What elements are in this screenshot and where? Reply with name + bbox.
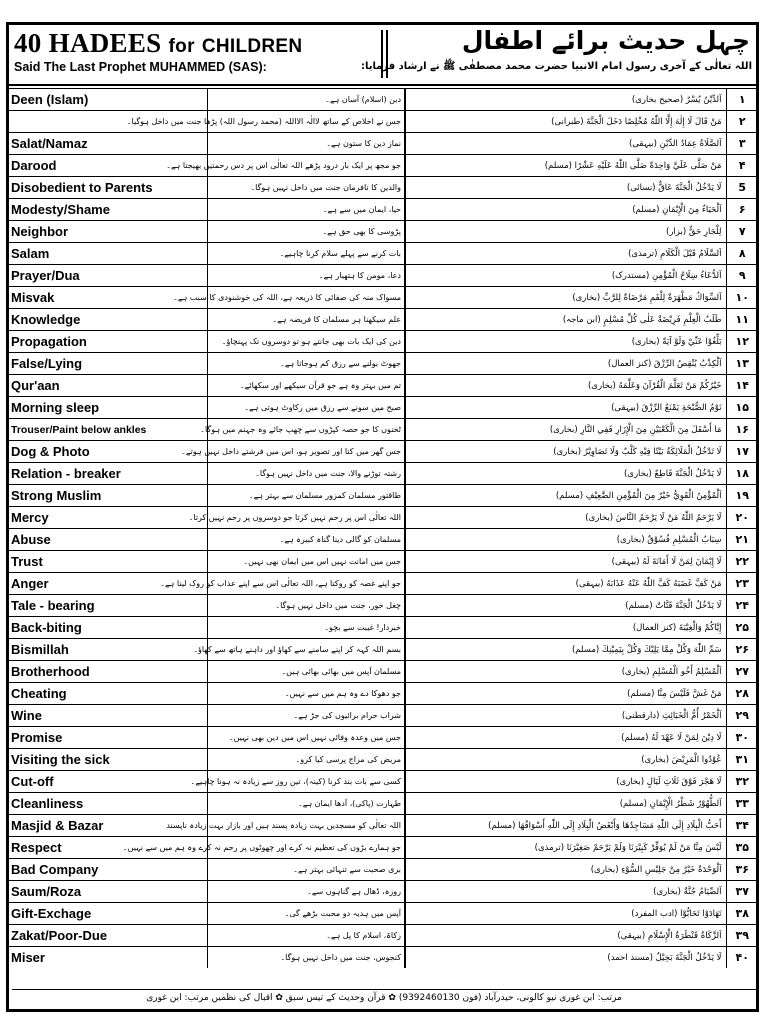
hadith-row <box>7 947 758 969</box>
hadith-row <box>7 793 758 815</box>
translation-urdu: جس میں امانت نہیں اس میں ایمان بھی نہیں۔ <box>207 551 405 573</box>
title-main: 40 HADEES <box>14 28 162 58</box>
hadith-arabic: لَا هَجْرَ فَوْقَ ثَلَاثِ لَيَالٍ (بخاری) <box>405 771 726 793</box>
topic-english: Brotherhood <box>7 661 207 683</box>
hadith-arabic: اَلصِّيَامُ جُنَّةٌ (بخاری) <box>405 881 726 903</box>
translation-urdu: والدین کا نافرمان جنت میں داخل نہیں ہوگا۔ <box>207 177 405 199</box>
hadith-row <box>7 551 758 573</box>
hadith-row <box>7 925 758 947</box>
hadith-row <box>7 419 758 441</box>
hadith-number: ۲۶ <box>726 639 758 661</box>
topic-english: Respect <box>7 837 207 859</box>
hadith-arabic: بَلِّغُوْا عَنِّيْ وَلَوْ آيَةً (بخاری) <box>405 331 726 353</box>
hadith-arabic: عُوْدُوا الْمَرِيْضَ (بخاری) <box>405 749 726 771</box>
topic-english: Modesty/Shame <box>7 199 207 221</box>
topic-english: Neighbor <box>7 221 207 243</box>
hadith-row <box>7 243 758 265</box>
hadith-row <box>7 727 758 749</box>
hadith-row <box>7 529 758 551</box>
hadith-row <box>7 309 758 331</box>
hadith-arabic: لَا يَرْحَمُ اللّٰهُ مَنْ لَا يَرْحَمُ النَّاسَ (بخاری) <box>405 507 726 529</box>
translation-urdu: جھوٹ بولنے سے رزق کم ہوجاتا ہے۔ <box>207 353 405 375</box>
hadith-number: ۳۵ <box>726 837 758 859</box>
translation-urdu: بسم اللہ کہہ کر اپنے سامنے سے کھاؤ اور داہنے ہاتھ سے کھاؤ۔ <box>207 639 405 661</box>
hadith-number: ۱۵ <box>726 397 758 419</box>
translation-urdu: مسلمان کو گالی دینا گناہ کبیرہ ہے۔ <box>207 529 405 551</box>
hadith-row <box>7 177 758 199</box>
hadith-number: ۱ <box>726 89 758 111</box>
translation-urdu: جس گھر میں کتا اور تصویر ہو، اس میں فرشتے داخل نہیں ہوتے۔ <box>207 441 405 463</box>
hadith-row <box>7 353 758 375</box>
hadith-arabic: لَا دِيْنَ لِمَنْ لَا عَهْدَ لَهُ (مسلم) <box>405 727 726 749</box>
hadith-row <box>7 617 758 639</box>
topic-english: Bad Company <box>7 859 207 881</box>
hadith-row <box>7 683 758 705</box>
hadith-arabic: اَلدُّعَاءُ سِلَاحُ الْمُؤْمِنِ (مستدرک) <box>405 265 726 287</box>
topic-english: Qur'aan <box>7 375 207 397</box>
translation-urdu: پڑوسی کا بھی حق ہے۔ <box>207 221 405 243</box>
hadith-arabic: لَا يَدْخُلُ الْجَنَّةَ بَخِيْلٌ (مسند احمد) <box>405 947 726 969</box>
hadith-row <box>7 397 758 419</box>
hadith-arabic: اَلصَّلَاةُ عِمَادُ الدِّيْنِ (بیہقی) <box>405 133 726 155</box>
translation-urdu: نماز دین کا ستون ہے۔ <box>207 133 405 155</box>
hadith-arabic: اَلْوَحْدَةُ خَيْرٌ مِنْ جَلِيْسِ السُّوْءِ (بخاری) <box>405 859 726 881</box>
hadith-number: ۱۲ <box>726 331 758 353</box>
hadith-arabic: لِلْجَارِ حَقٌّ (بزار) <box>405 221 726 243</box>
hadith-arabic: لَا يَدْخُلُ الْجَنَّةَ عَاقٌّ (نسائی) <box>405 177 726 199</box>
hadith-number: ۱۴ <box>726 375 758 397</box>
urdu-title: چہل حدیث برائے اطفال <box>461 26 750 55</box>
translation-urdu: مسلمان آپس میں بھائی بھائی ہیں۔ <box>207 661 405 683</box>
page-title <box>14 28 302 59</box>
topic-english: Darood <box>7 155 207 177</box>
hadith-row <box>7 749 758 771</box>
hadith-number: ۳۱ <box>726 749 758 771</box>
translation-urdu: اللہ تعالٰی اس پر رحم نہیں کرتا جو دوسروں پر رحم نہیں کرتا۔ <box>207 507 405 529</box>
topic-english: Cheating <box>7 683 207 705</box>
translation-urdu: رشتہ توڑنے والا، جنت میں داخل نہیں ہوگا۔ <box>207 463 405 485</box>
hadith-row <box>7 705 758 727</box>
hadith-arabic: اَلْخَمْرُ أُمُّ الْخَبَائِثِ (دارقطنی) <box>405 705 726 727</box>
hadith-arabic: اَلْمُؤْمِنُ الْقَوِيُّ خَيْرٌ مِنَ الْمُؤْمِنِ الضَّعِيْفِ (مسلم) <box>405 485 726 507</box>
translation-urdu: مریض کی مزاج پرسی کیا کرو۔ <box>207 749 405 771</box>
hadith-row <box>7 133 758 155</box>
title-children: CHILDREN <box>201 36 303 57</box>
hadith-number: ۳۰ <box>726 727 758 749</box>
hadith-arabic: لَا يَدْخُلُ الْجَنَّةَ قَاطِعٌ (بخاری) <box>405 463 726 485</box>
translation-urdu: صبح میں سونے سے رزق میں رکاوٹ ہوتی ہے۔ <box>207 397 405 419</box>
hadith-arabic: اَلْمُسْلِمُ أَخُو الْمُسْلِمِ (بخاری) <box>405 661 726 683</box>
topic-english: Deen (Islam) <box>7 89 207 111</box>
hadith-row <box>7 287 758 309</box>
hadith-arabic: طَلَبُ الْعِلْمِ فَرِيْضَةٌ عَلٰى كُلِّ مُسْلِمٍ (ابن ماجہ) <box>405 309 726 331</box>
topic-english: Saum/Roza <box>7 881 207 903</box>
translation-urdu: حیا، ایمان میں سے ہے۔ <box>207 199 405 221</box>
topic-english: Knowledge <box>7 309 207 331</box>
hadith-number: ۲۳ <box>726 573 758 595</box>
hadith-number: ۲ <box>726 111 758 133</box>
translation-urdu: جو دھوکا دے وہ ہم میں سے نہیں۔ <box>207 683 405 705</box>
hadith-row <box>7 221 758 243</box>
translation-urdu: کنجوس، جنت میں داخل نہیں ہوگا۔ <box>207 947 405 969</box>
hadith-arabic: اَلزَّكَاةُ قَنْطَرَةُ الْإِسْلَامِ (بیہقی) <box>405 925 726 947</box>
hadith-arabic: اَلْحَيَاءُ مِنَ الْإِيْمَانِ (مسلم) <box>405 199 726 221</box>
hadith-number: ۱۳ <box>726 353 758 375</box>
hadith-number: ۶ <box>726 199 758 221</box>
topic-english: Trust <box>7 551 207 573</box>
topic-english: Salam <box>7 243 207 265</box>
translation-urdu: آپس میں ہدیہ دو محبت بڑھے گی۔ <box>207 903 405 925</box>
hadith-arabic: اَلسِّوَاكُ مَطْهَرَةٌ لِلْفَمِ مَرْضَاةٌ لِلرَّبِّ (بخاری) <box>405 287 726 309</box>
hadith-row <box>7 89 758 111</box>
topic-english: Masjid & Bazar <box>7 815 207 837</box>
hadith-number: ۷ <box>726 221 758 243</box>
topic-english: Wine <box>7 705 207 727</box>
topic-english: Visiting the sick <box>7 749 207 771</box>
hadith-arabic: لَا يَدْخُلُ الْجَنَّةَ قَتَّاتٌ (مسلم) <box>405 595 726 617</box>
hadith-arabic: خَيْرُكُمْ مَنْ تَعَلَّمَ الْقُرْآنَ وَعَلَّمَهُ (بخاری) <box>405 375 726 397</box>
hadith-row <box>7 507 758 529</box>
hadith-number: ۳۷ <box>726 881 758 903</box>
hadith-row <box>7 859 758 881</box>
hadith-arabic: إِيَّاكُمْ وَالْغِيْبَةَ (کنز العمال) <box>405 617 726 639</box>
topic-english: Strong Muslim <box>7 485 207 507</box>
hadith-number: ۲۱ <box>726 529 758 551</box>
topic-english: Gift-Exchage <box>7 903 207 925</box>
hadith-arabic: سِبَابُ الْمُسْلِمِ فُسُوْقٌ (بخاری) <box>405 529 726 551</box>
hadith-row <box>7 485 758 507</box>
header-rule <box>6 84 759 86</box>
hadith-number: ۹ <box>726 265 758 287</box>
hadith-number: ۳۳ <box>726 793 758 815</box>
hadith-number: ۲۸ <box>726 683 758 705</box>
hadith-number: ۳۸ <box>726 903 758 925</box>
hadith-arabic: مَنْ قَالَ لَا إِلٰهَ إِلَّا اللّٰهُ مُخْلِصًا دَخَلَ الْجَنَّةَ (طبرانی) <box>405 111 726 133</box>
hadith-row <box>7 265 758 287</box>
topic-english: Cleanliness <box>7 793 207 815</box>
hadith-row <box>7 837 758 859</box>
hadith-number: ۳۲ <box>726 771 758 793</box>
hadith-arabic: لَا إِيْمَانَ لِمَنْ لَا أَمَانَةَ لَهُ (بیہقی) <box>405 551 726 573</box>
hadith-row <box>7 903 758 925</box>
title-for: for <box>168 36 195 57</box>
translation-urdu: شراب حرام برائیوں کی جڑ ہے۔ <box>207 705 405 727</box>
hadith-row <box>7 199 758 221</box>
hadith-number: ۳ <box>726 133 758 155</box>
topic-english: Misvak <box>7 287 207 309</box>
topic-english: Relation - breaker <box>7 463 207 485</box>
topic-english: Trouser/Paint below ankles <box>7 419 207 441</box>
topic-english: Mercy <box>7 507 207 529</box>
hadith-number: ۱۶ <box>726 419 758 441</box>
translation-urdu: چغل خور، جنت میں داخل نہیں ہوگا۔ <box>207 595 405 617</box>
translation-urdu: جس نے اخلاص کے ساتھ لاالٰہ الااللہ (محمد رسول اللہ) پڑھا جنت میں داخل ہوگیا۔ <box>207 111 405 133</box>
translation-urdu: بات کرنے سے پہلے سلام کرنا چاہیے۔ <box>207 243 405 265</box>
translation-urdu: جو مجھ پر ایک بار درود پڑھے اللہ تعالٰی اس پر دس رحمتیں بھیجتا ہے۔ <box>207 155 405 177</box>
translation-urdu: علم سیکھنا ہر مسلمان کا فریضہ ہے۔ <box>207 309 405 331</box>
hadith-arabic: اَلْكِذْبُ يُنْقِصُ الرِّزْقَ (کنز العمال) <box>405 353 726 375</box>
topic-english: Morning sleep <box>7 397 207 419</box>
topic-english: Disobedient to Parents <box>7 177 207 199</box>
hadith-arabic: مَنْ صَلَّى عَلَيَّ وَاحِدَةً صَلَّى اللّٰهُ عَلَيْهِ عَشْرًا (مسلم) <box>405 155 726 177</box>
hadith-number: ۲۷ <box>726 661 758 683</box>
topic-english: Zakat/Poor-Due <box>7 925 207 947</box>
hadith-arabic: تَهَادَوْا تَحَابُّوْا (ادب المفرد) <box>405 903 726 925</box>
translation-urdu: مسواک منہ کی صفائی کا ذریعہ ہے، اللہ کی خوشنودی کا سبب ہے۔ <box>207 287 405 309</box>
hadith-row <box>7 375 758 397</box>
translation-urdu: روزہ، ڈھال ہے گناہوں سے۔ <box>207 881 405 903</box>
hadith-number: ۱۱ <box>726 309 758 331</box>
hadith-number: ۲۰ <box>726 507 758 529</box>
hadith-number: ۳۹ <box>726 925 758 947</box>
hadith-row <box>7 441 758 463</box>
translation-urdu: جو اپنے غصہ کو روکتا ہے، اللہ تعالٰی اس سے اپنے عذاب کو روک لیتا ہے۔ <box>207 573 405 595</box>
translation-urdu: دعا، مومن کا ہتھیار ہے۔ <box>207 265 405 287</box>
hadith-number: ۱۸ <box>726 463 758 485</box>
topic-english: Tale - bearing <box>7 595 207 617</box>
translation-urdu: طاقتور مسلمان کمزور مسلمان سے بہتر ہے۔ <box>207 485 405 507</box>
topic-english: Abuse <box>7 529 207 551</box>
footer-credits: مرتب: ابن غوری نیو کالونی، حیدرآباد (فون 9392460130) ✿ قرآن وحدیث کے تیس سبق ✿ اقبال کی نظمیں مرتب: ابن غوری <box>12 989 756 1009</box>
topic-english: Back-biting <box>7 617 207 639</box>
topic-english: Propagation <box>7 331 207 353</box>
hadith-table <box>7 88 758 968</box>
hadith-arabic: أَحَبُّ الْبِلَادِ إِلَى اللّٰهِ مَسَاجِدُهَا وَأَبْغَضُ الْبِلَادِ إِلَى اللّٰهِ أَسْوَاقُهَا (مسلم) <box>405 815 726 837</box>
hadith-number: ۲۴ <box>726 595 758 617</box>
translation-urdu: دین (اسلام) آسان ہے۔ <box>207 89 405 111</box>
topic-english: False/Lying <box>7 353 207 375</box>
hadith-number: ۲۵ <box>726 617 758 639</box>
hadith-row <box>7 155 758 177</box>
hadith-number: ۳۴ <box>726 815 758 837</box>
translation-urdu: جو ہمارے بڑوں کی تعظیم نہ کرے اور چھوٹوں پر رحم نہ کرے وہ ہم میں سے نہیں۔ <box>207 837 405 859</box>
topic-english: Salat/Namaz <box>7 133 207 155</box>
translation-urdu: بری صحبت سے تنہائی بہتر ہے۔ <box>207 859 405 881</box>
hadith-arabic: لَا تَدْخُلُ الْمَلَائِكَةُ بَيْتًا فِيْهِ كَلْبٌ وَلَا تَصَاوِيْرُ (بخاری) <box>405 441 726 463</box>
hadith-row <box>7 771 758 793</box>
translation-urdu: زکاۃ، اسلام کا پل ہے۔ <box>207 925 405 947</box>
hadith-row <box>7 595 758 617</box>
hadith-number: ۳۶ <box>726 859 758 881</box>
translation-urdu: تم میں بہتر وہ ہے جو قرآن سیکھے اور سکھائے۔ <box>207 375 405 397</box>
page-subtitle: Said The Last Prophet MUHAMMED (SAS): <box>14 60 267 74</box>
hadith-arabic: مَا أَسْفَلَ مِنَ الْكَعْبَيْنِ مِنَ الْإِزَارِ فَفِي النَّارِ (بخاری) <box>405 419 726 441</box>
hadith-number: ۲۹ <box>726 705 758 727</box>
hadith-arabic: اَلدِّيْنُ يُسْرٌ (صحیح بخاری) <box>405 89 726 111</box>
topic-english: Anger <box>7 573 207 595</box>
hadith-row <box>7 111 758 133</box>
hadith-number: ۱۷ <box>726 441 758 463</box>
translation-urdu: اللہ تعالٰی کو مسجدیں بہت زیادہ پسند ہیں اور بازار بہت زیادہ ناپسند <box>207 815 405 837</box>
hadith-row <box>7 463 758 485</box>
hadith-arabic: سَمِّ اللّٰهَ وَكُلْ مِمَّا يَلِيْكَ وَكُلْ بِيَمِيْنِكَ (مسلم) <box>405 639 726 661</box>
translation-urdu: طہارت (پاکی)، آدھا ایمان ہے۔ <box>207 793 405 815</box>
hadith-number: ۱۹ <box>726 485 758 507</box>
topic-english: Prayer/Dua <box>7 265 207 287</box>
hadith-arabic: اَلسَّلَامُ قَبْلَ الْكَلَامِ (ترمذی) <box>405 243 726 265</box>
topic-english: Bismillah <box>7 639 207 661</box>
hadith-row <box>7 639 758 661</box>
hadith-row <box>7 331 758 353</box>
hadith-number: 5 <box>726 177 758 199</box>
topic-english: Promise <box>7 727 207 749</box>
hadith-row <box>7 573 758 595</box>
hadith-arabic: مَنْ كَفَّ غَضَبَهُ كَفَّ اللّٰهُ عَنْهُ عَذَابَهُ (بیہقی) <box>405 573 726 595</box>
translation-urdu: خبردار! غیبت سے بچو۔ <box>207 617 405 639</box>
hadith-row <box>7 815 758 837</box>
translation-urdu: کسی سے بات بند کرنا (کینہ)، تین روز سے زیادہ نہ ہونا چاہیے۔ <box>207 771 405 793</box>
topic-english: Cut-off <box>7 771 207 793</box>
translation-urdu: دین کی ایک بات بھی جانتے ہو تو دوسروں تک پہنچاؤ۔ <box>207 331 405 353</box>
urdu-subtitle: اللہ تعالٰی کے آخری رسول امام الانبیا حضرت محمد مصطفٰی ﷺ نے ارشاد فرمایا: <box>360 61 752 72</box>
translation-urdu: جس میں وعدہ وفائی نہیں اس میں دین بھی نہیں۔ <box>207 727 405 749</box>
hadith-row <box>7 661 758 683</box>
hadith-arabic: اَلطُّهُوْرُ شَطْرُ الْإِيْمَانِ (مسلم) <box>405 793 726 815</box>
hadith-arabic: لَيْسَ مِنَّا مَنْ لَمْ يُوَقِّرْ كَبِيْرَنَا وَلَمْ يَرْحَمْ صَغِيْرَنَا (ترمذی) <box>405 837 726 859</box>
hadith-arabic: نَوْمُ الصُّبْحَةِ يَمْنَعُ الرِّزْقَ (بیہقی) <box>405 397 726 419</box>
hadith-number: ۸ <box>726 243 758 265</box>
hadith-number: ۴۰ <box>726 947 758 969</box>
hadith-arabic: مَنْ غَشَّ فَلَيْسَ مِنَّا (مسلم) <box>405 683 726 705</box>
hadith-row <box>7 881 758 903</box>
topic-english: Miser <box>7 947 207 969</box>
hadith-number: ۱۰ <box>726 287 758 309</box>
topic-english: Dog & Photo <box>7 441 207 463</box>
translation-urdu: ٹخنوں کا جو حصہ کپڑوں سے چھپ جائے وہ جہنم میں ہوگا۔ <box>207 419 405 441</box>
hadith-number: ۲۲ <box>726 551 758 573</box>
hadith-number: ۴ <box>726 155 758 177</box>
